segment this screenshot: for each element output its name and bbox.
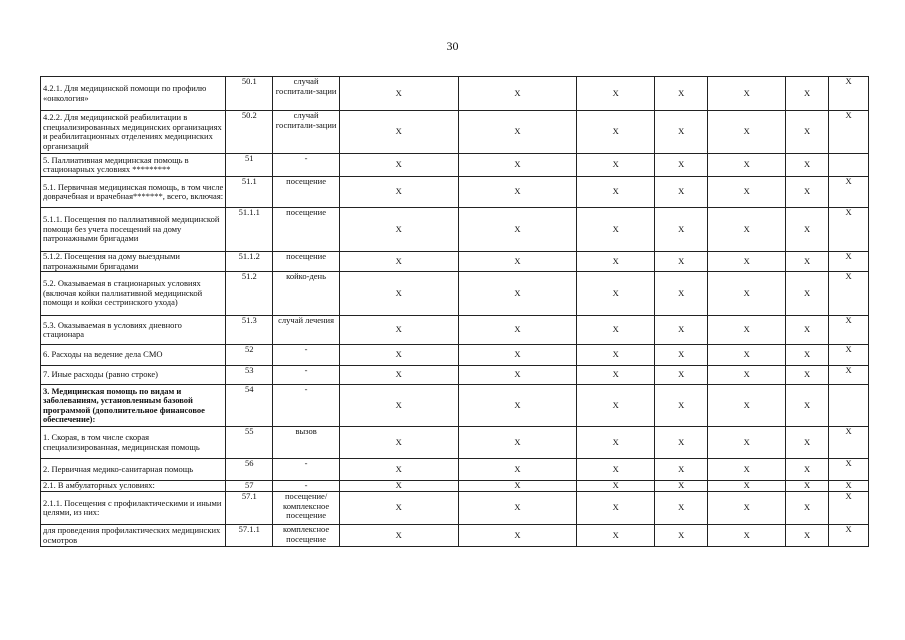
last-column-cell: Х [829, 272, 869, 316]
row-code-cell: 57.1.1 [226, 525, 273, 547]
row-code-cell: 51.1.1 [226, 208, 273, 252]
row-name-cell: 2. Первичная медико-санитарная помощь [41, 459, 226, 481]
table-row [41, 111, 869, 154]
value-cell: Х [339, 111, 458, 154]
row-unit-cell: - [273, 345, 340, 366]
row-unit-cell: посещение [273, 208, 340, 252]
value-cell: Х [339, 252, 458, 272]
value-cell: Х [786, 492, 829, 525]
value-cell: Х [708, 208, 786, 252]
value-cell: Х [655, 385, 708, 427]
value-cell: Х [577, 492, 655, 525]
value-cell: Х [339, 525, 458, 547]
last-column-cell: Х [829, 492, 869, 525]
last-column-cell: Х [829, 252, 869, 272]
row-code-cell: 54 [226, 385, 273, 427]
table-row [41, 208, 869, 252]
value-cell: Х [655, 77, 708, 111]
value-cell: Х [577, 111, 655, 154]
row-name-cell: 4.2.1. Для медицинской помощи по профилю «онкология» [41, 77, 226, 111]
value-cell: Х [577, 481, 655, 492]
value-cell: Х [577, 459, 655, 481]
value-cell: Х [655, 366, 708, 385]
value-cell: Х [786, 459, 829, 481]
row-name-cell: 7. Иные расходы (равно строке) [41, 366, 226, 385]
table-row [41, 272, 869, 316]
last-column-cell: Х [829, 366, 869, 385]
value-cell: Х [655, 111, 708, 154]
value-cell: Х [339, 177, 458, 208]
row-name-cell: 5.2. Оказываемая в стационарных условиях (включая койки паллиативной медицинской помощи и койки сестринского ухода) [41, 272, 226, 316]
value-cell: Х [458, 525, 577, 547]
row-unit-cell: посещение [273, 252, 340, 272]
table-row [41, 492, 869, 525]
row-code-cell: 51.1.2 [226, 252, 273, 272]
value-cell: Х [708, 154, 786, 177]
table-row [41, 525, 869, 547]
table-row [41, 366, 869, 385]
value-cell: Х [458, 459, 577, 481]
value-cell: Х [458, 111, 577, 154]
row-name-cell: 5.1. Первичная медицинская помощь, в том числе доврачебная и врачебная*******, всего, включая: [41, 177, 226, 208]
row-name-cell: 5.1.2. Посещения на дому выездными патронажными бригадами [41, 252, 226, 272]
row-name-cell: 5. Паллиативная медицинская помощь в стационарных условиях ********* [41, 154, 226, 177]
value-cell: Х [708, 316, 786, 345]
table-row [41, 154, 869, 177]
value-cell: Х [786, 525, 829, 547]
value-cell: Х [458, 177, 577, 208]
row-name-cell: 6. Расходы на ведение дела СМО [41, 345, 226, 366]
row-code-cell: 51 [226, 154, 273, 177]
value-cell: Х [577, 154, 655, 177]
table-row [41, 252, 869, 272]
row-code-cell: 50.1 [226, 77, 273, 111]
value-cell: Х [708, 366, 786, 385]
value-cell: Х [458, 385, 577, 427]
value-cell: Х [655, 427, 708, 459]
value-cell: Х [786, 272, 829, 316]
value-cell: Х [458, 492, 577, 525]
row-unit-cell: - [273, 459, 340, 481]
funding-table [40, 76, 869, 547]
row-unit-cell: случай лечения [273, 316, 340, 345]
value-cell: Х [458, 208, 577, 252]
value-cell: Х [339, 492, 458, 525]
last-column-cell: Х [829, 525, 869, 547]
value-cell: Х [339, 272, 458, 316]
row-code-cell: 51.3 [226, 316, 273, 345]
row-name-cell: 4.2.2. Для медицинской реабилитации в специализированных медицинских организациях и реабилитационных отделениях медицинских организаций [41, 111, 226, 154]
value-cell: Х [786, 111, 829, 154]
value-cell: Х [458, 272, 577, 316]
value-cell: Х [708, 481, 786, 492]
value-cell: Х [786, 427, 829, 459]
value-cell: Х [577, 77, 655, 111]
value-cell: Х [708, 177, 786, 208]
table-row [41, 385, 869, 427]
row-unit-cell: посещение [273, 177, 340, 208]
row-name-cell: 2.1. В амбулаторных условиях: [41, 481, 226, 492]
value-cell: Х [458, 252, 577, 272]
row-unit-cell: посещение/ комплексное посещение [273, 492, 340, 525]
value-cell: Х [339, 316, 458, 345]
table-row [41, 316, 869, 345]
row-code-cell: 51.1 [226, 177, 273, 208]
last-column-cell: Х [829, 111, 869, 154]
value-cell: Х [339, 427, 458, 459]
value-cell: Х [786, 252, 829, 272]
value-cell: Х [786, 208, 829, 252]
value-cell: Х [708, 252, 786, 272]
value-cell: Х [458, 366, 577, 385]
row-code-cell: 56 [226, 459, 273, 481]
last-column-cell [829, 385, 869, 427]
value-cell: Х [786, 77, 829, 111]
value-cell: Х [458, 316, 577, 345]
value-cell: Х [708, 272, 786, 316]
row-unit-cell: койко-день [273, 272, 340, 316]
row-code-cell: 57.1 [226, 492, 273, 525]
value-cell: Х [655, 177, 708, 208]
value-cell: Х [655, 492, 708, 525]
row-unit-cell: - [273, 385, 340, 427]
value-cell: Х [339, 366, 458, 385]
value-cell: Х [577, 208, 655, 252]
table-row [41, 427, 869, 459]
row-code-cell: 57 [226, 481, 273, 492]
value-cell: Х [655, 345, 708, 366]
value-cell: Х [577, 316, 655, 345]
value-cell: Х [786, 345, 829, 366]
value-cell: Х [655, 252, 708, 272]
value-cell: Х [786, 316, 829, 345]
row-name-cell: для проведения профилактических медицинских осмотров [41, 525, 226, 547]
table-row [41, 459, 869, 481]
value-cell: Х [577, 177, 655, 208]
last-column-cell [829, 154, 869, 177]
table-row [41, 481, 869, 492]
value-cell: Х [786, 366, 829, 385]
table-row [41, 77, 869, 111]
row-code-cell: 52 [226, 345, 273, 366]
value-cell: Х [786, 385, 829, 427]
page-number: 30 [446, 39, 459, 53]
value-cell: Х [577, 385, 655, 427]
last-column-cell: Х [829, 481, 869, 492]
value-cell: Х [339, 154, 458, 177]
last-column-cell: Х [829, 459, 869, 481]
value-cell: Х [655, 481, 708, 492]
value-cell: Х [339, 208, 458, 252]
value-cell: Х [786, 154, 829, 177]
last-column-cell: Х [829, 208, 869, 252]
value-cell: Х [339, 385, 458, 427]
value-cell: Х [655, 154, 708, 177]
value-cell: Х [339, 481, 458, 492]
value-cell: Х [577, 427, 655, 459]
row-name-cell: 1. Скорая, в том числе скорая специализированная, медицинская помощь [41, 427, 226, 459]
value-cell: Х [458, 77, 577, 111]
row-name-cell: 2.1.1. Посещения с профилактическими и иными целями, из них: [41, 492, 226, 525]
value-cell: Х [786, 177, 829, 208]
value-cell: Х [708, 345, 786, 366]
row-unit-cell: - [273, 154, 340, 177]
row-unit-cell: - [273, 481, 340, 492]
value-cell: Х [708, 525, 786, 547]
value-cell: Х [577, 252, 655, 272]
value-cell: Х [458, 427, 577, 459]
last-column-cell: Х [829, 77, 869, 111]
value-cell: Х [708, 77, 786, 111]
row-code-cell: 55 [226, 427, 273, 459]
row-name-cell: 3. Медицинская помощь по видам и заболеваниям, установленным базовой программой (дополнительное финансовое обеспечение): [41, 385, 226, 427]
row-name-cell: 5.3. Оказываемая в условиях дневного стационара [41, 316, 226, 345]
value-cell: Х [339, 77, 458, 111]
last-column-cell: Х [829, 177, 869, 208]
value-cell: Х [458, 481, 577, 492]
value-cell: Х [655, 208, 708, 252]
value-cell: Х [708, 459, 786, 481]
value-cell: Х [655, 316, 708, 345]
value-cell: Х [655, 459, 708, 481]
value-cell: Х [708, 427, 786, 459]
value-cell: Х [655, 272, 708, 316]
row-name-cell: 5.1.1. Посещения по паллиативной медицинской помощи без учета посещений на дому патронажными бригадами [41, 208, 226, 252]
value-cell: Х [339, 345, 458, 366]
table-row [41, 345, 869, 366]
value-cell: Х [458, 345, 577, 366]
value-cell: Х [577, 345, 655, 366]
value-cell: Х [708, 492, 786, 525]
row-code-cell: 51.2 [226, 272, 273, 316]
value-cell: Х [708, 111, 786, 154]
value-cell: Х [577, 366, 655, 385]
value-cell: Х [339, 459, 458, 481]
value-cell: Х [577, 272, 655, 316]
last-column-cell: Х [829, 316, 869, 345]
row-unit-cell: случай госпитали-зации [273, 111, 340, 154]
table-row [41, 177, 869, 208]
row-unit-cell: вызов [273, 427, 340, 459]
row-unit-cell: комплексное посещение [273, 525, 340, 547]
value-cell: Х [655, 525, 708, 547]
value-cell: Х [708, 385, 786, 427]
value-cell: Х [458, 154, 577, 177]
row-code-cell: 53 [226, 366, 273, 385]
last-column-cell: Х [829, 345, 869, 366]
value-cell: Х [577, 525, 655, 547]
row-unit-cell: случай госпитали-зации [273, 77, 340, 111]
last-column-cell: Х [829, 427, 869, 459]
row-code-cell: 50.2 [226, 111, 273, 154]
row-unit-cell: - [273, 366, 340, 385]
value-cell: Х [786, 481, 829, 492]
